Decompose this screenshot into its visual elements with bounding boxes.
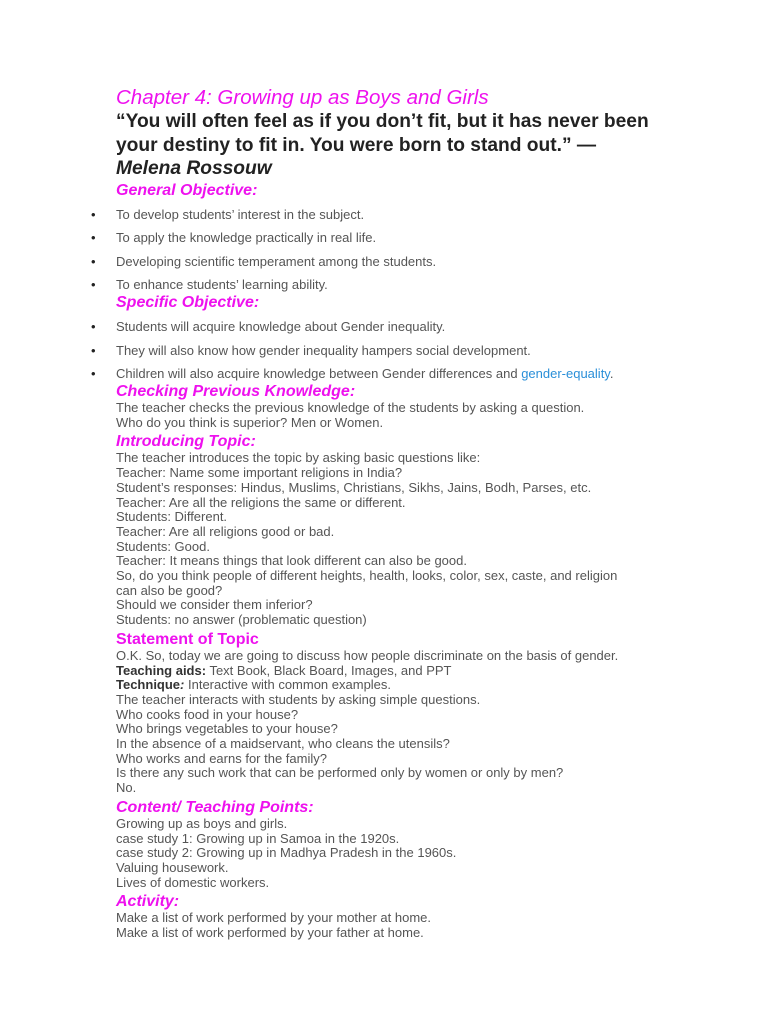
text-line: Who works and earns for the family?	[116, 750, 327, 766]
text-line: can also be good?	[116, 582, 223, 598]
text-line: Make a list of work performed by your mother at home.	[116, 910, 432, 926]
bullet-icon: •	[91, 253, 96, 269]
chapter-title: Chapter 4: Growing up as Boys and Girls	[116, 86, 489, 109]
bullet-icon: •	[91, 230, 96, 245]
text-line: The teacher introduces the topic by asking basic questions like:	[116, 450, 481, 466]
text-line: Valuing housework.	[116, 859, 229, 875]
quote-text: “You will often feel as if you don’t fit, but it has never been your destiny to fit in. You were born to stand out.” —	[116, 111, 649, 156]
lesson-plan	[91, 86, 656, 941]
text-line: In the absence of a maidservant, who cleans the utensils?	[116, 736, 450, 752]
activity-heading: Activity:	[116, 893, 180, 911]
text-line: Growing up as boys and girls.	[116, 815, 288, 831]
bullet-icon: •	[91, 319, 96, 334]
bullet-icon: •	[91, 366, 96, 381]
specific-objective-list	[91, 319, 656, 382]
list-item: • Students will acquire knowledge about Gender inequality.	[91, 319, 446, 334]
list-item: • Developing scientific temperament among the students.	[91, 253, 437, 269]
text-line: Teacher: It means things that look different can also be good.	[116, 553, 467, 569]
list-item: • Children will also acquire knowledge between Gender differences and gender-equality.	[91, 366, 614, 381]
text-line: Teacher: Are all the religions the same or different.	[116, 494, 406, 510]
text-line: Make a list of work performed by your father at home.	[116, 925, 424, 941]
list-item: • To enhance students’ learning ability.	[91, 277, 328, 292]
text-line: Teacher: Name some important religions in India?	[116, 465, 403, 481]
text-line: Who do you think is superior? Men or Women.	[116, 414, 384, 430]
technique-line: Technique: Interactive with common examples.	[116, 677, 392, 693]
text-line: The teacher checks the previous knowledge of the students by asking a question.	[116, 400, 585, 415]
text-line: Student’s responses: Hindus, Muslims, Christians, Sikhs, Jains, Bodh, Parses, etc.	[116, 479, 592, 495]
quote	[116, 110, 656, 181]
list-item: • They will also know how gender inequality hampers social development.	[91, 342, 531, 358]
checking-knowledge-heading: Checking Previous Knowledge:	[116, 383, 356, 400]
gender-equality-link[interactable]: gender-equality	[521, 366, 610, 381]
content-points-heading: Content/ Teaching Points:	[116, 798, 314, 816]
text-line: Lives of domestic workers.	[116, 874, 270, 890]
list-item: • To apply the knowledge practically in real life.	[91, 230, 377, 245]
list-item: • To develop students’ interest in the subject.	[91, 206, 365, 222]
quote-author: Melena Rossouw	[116, 158, 272, 179]
text-line: Should we consider them inferior?	[116, 597, 313, 613]
statement-topic-heading: Statement of Topic	[116, 630, 259, 648]
text-line: Students: no answer (problematic question)	[116, 612, 367, 628]
text-line: Teacher: Are all religions good or bad.	[116, 523, 335, 539]
text-line: No.	[116, 780, 137, 796]
text-line: So, do you think people of different heights, health, looks, color, sex, caste, and religion	[116, 568, 618, 584]
introducing-topic-heading: Introducing Topic:	[116, 433, 256, 451]
text-line: The teacher interacts with students by asking simple questions.	[116, 691, 481, 707]
text-line: Students: Different.	[116, 509, 228, 525]
text-line: case study 1: Growing up in Samoa in the 1920s.	[116, 830, 400, 846]
text-line: Students: Good.	[116, 538, 210, 554]
text-line: Is there any such work that can be performed only by women or only by men?	[116, 765, 564, 781]
text-line: case study 2: Growing up in Madhya Pradesh in the 1960s.	[116, 845, 457, 861]
general-objective-list	[91, 206, 656, 294]
bullet-icon: •	[91, 342, 96, 358]
teaching-aids-line: Teaching aids: Text Book, Black Board, Images, and PPT	[116, 662, 452, 678]
text-line: O.K. So, today we are going to discuss how people discriminate on the basis of gender.	[116, 647, 619, 663]
bullet-icon: •	[91, 277, 96, 292]
text-line: Who brings vegetables to your house?	[116, 721, 338, 737]
general-objective-heading: General Objective:	[116, 181, 258, 199]
text-line: Who cooks food in your house?	[116, 706, 299, 722]
bullet-icon: •	[91, 206, 96, 222]
specific-objective-heading: Specific Objective:	[116, 294, 260, 311]
